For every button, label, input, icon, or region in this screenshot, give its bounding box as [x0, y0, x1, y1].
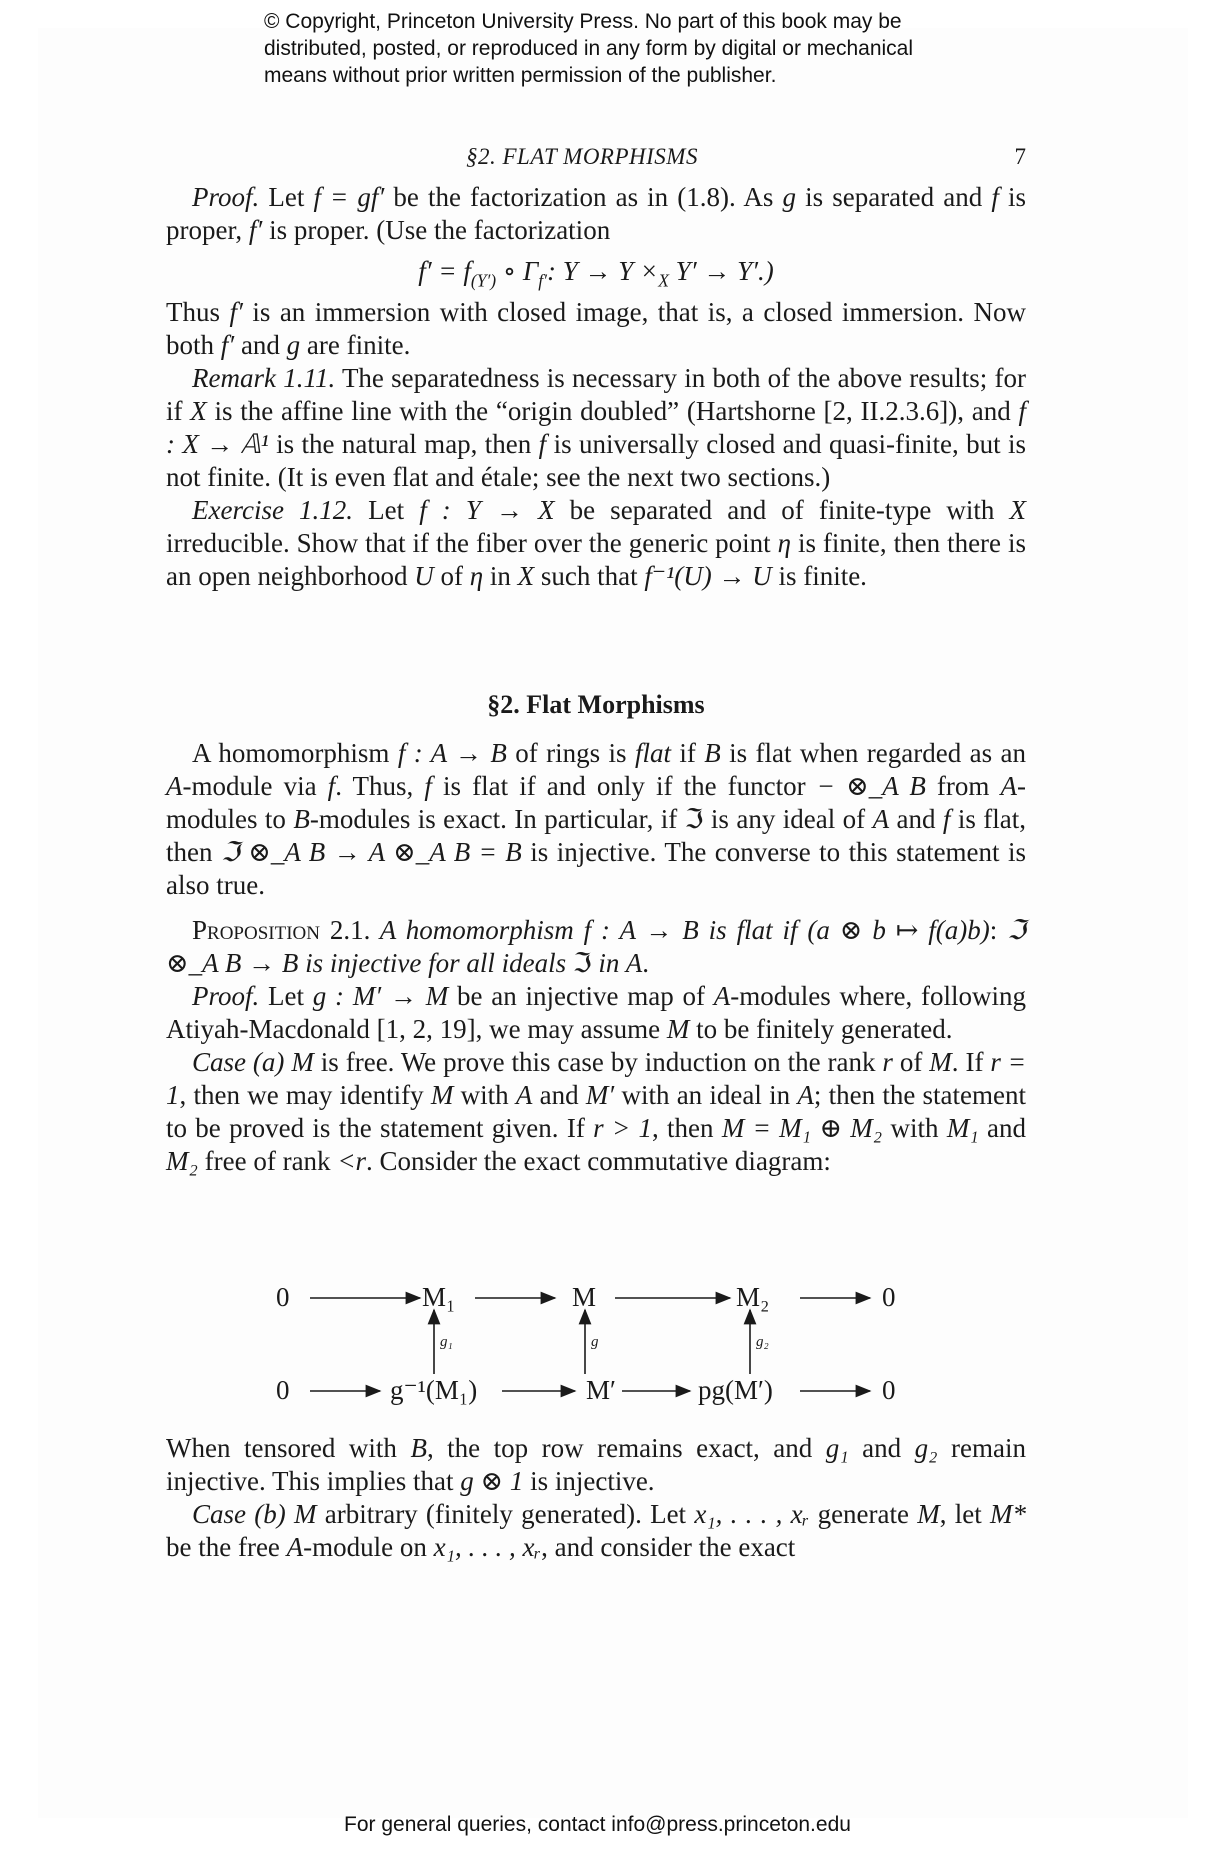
case-a-label: Case (a): [192, 1047, 285, 1077]
proof2-paragraph: Proof. Let g : M′ → M be an injective map of A-modules where, following Atiyah-Macdonald [1, 2, 19], we may assume M to be finitely generated.: [166, 981, 1027, 1044]
running-header-section: §2. FLAT MORPHISMS: [466, 144, 698, 169]
copyright-notice: [264, 8, 1024, 89]
diagram-top-zero-right: 0: [882, 1282, 896, 1312]
case-b-label: Case (b): [192, 1499, 286, 1529]
diagram-bottom-Mprime: M′: [586, 1375, 616, 1405]
proof-label: Proof.: [192, 182, 260, 212]
factorization-equation: $f' = f_{(Y')}$ ∘ $\Gamma_{f'}$: $Y \to Y \times_X$ Y′ → Y′.): [418, 256, 774, 291]
diagram-top-M1: M₁: [422, 1282, 456, 1312]
exercise-label: Exercise 1.12.: [192, 495, 354, 525]
footer-contact: For general queries, contact info@press.princeton.edu: [344, 1813, 851, 1836]
section-heading: §2. Flat Morphisms: [487, 690, 705, 719]
exercise-paragraph: Exercise 1.12. Let f : Y → X be separated and of finite-type with X irreducible. Show that if the fiber over the generic point η is finite, then there is an open neighborhood U of η in X such that f⁻¹(U) → U is finite.: [166, 495, 1026, 591]
diagram-top-M2: M₂: [736, 1282, 770, 1312]
copyright-line: © Copyright, Princeton University Press. No part of this book may be: [264, 10, 902, 33]
case-a-paragraph: Case (a) M is free. We prove this case by induction on the rank r of M. If r = 1, then we may identify M with A and M′ with an ideal in A; then the statement to be proved is the statement given. If r > 1, then M = M₁ ⊕ M₂ with M₁ and M₂ free of rank <r. Consider the exact commutative diagram:: [166, 1047, 1027, 1176]
diagram-bottom-preimage: g⁻¹(M₁): [390, 1375, 478, 1405]
diagram-bottom-zero-right: 0: [882, 1375, 896, 1405]
proof-paragraph: Proof. Let f = gf′ be the factorization as in (1.8). As g is separated and f is proper, f′ is proper. (Use the factorization $f' = f_{(Y')}$ ∘ $\Gamma_{f'}$: $Y \to Y \times_X$ Y′ → Y′.) Thus f′ is an immersion with closed image, that is, a closed immersion. Now both f′ and g are finite. Remark 1.11. The separatedness is necessary in both of the above results; for if X is the affine line with the “origin doubled” (Hartshorne [2, II.2.3.6]), and f : X → 𝔸¹ is the natural map, then f is universally closed and quasi-finite, but is not finite. (It is even flat and étale; see the next two sections.) Exercise 1.12. Let f : Y → X be separated and of finite-type with X irreducible. Show that if the fiber over the generic point η is finite, then there is an open neighborhood U of η in X such that f⁻¹(U) → U is finite.: [166, 182, 1027, 591]
diagram-top-zero-left: 0: [276, 1282, 290, 1312]
after-diagram-paragraph: When tensored with B, the top row remains exact, and g₁ and g₂ remain injective. This implies that g ⊗ 1 is injective. Case (b) M arbitrary (finitely generated). Let x₁, . . . , xᵣ generate M, let M* be the free A-module on x₁, . . . , xᵣ, and consider the exact: [166, 1433, 1027, 1562]
remark-paragraph: Remark 1.11. The separatedness is necessary in both of the above results; for if X is the affine line with the “origin doubled” (Hartshorne [2, II.2.3.6]), and f : X → 𝔸¹ is the natural map, then f is universally closed and quasi-finite, but is not finite. (It is even flat and étale; see the next two sections.): [166, 363, 1027, 492]
flat-definition-paragraph: A homomorphism f : A → B of rings is flat if B is flat when regarded as an A-module via f. Thus, f is flat if and only if the functor − ⊗_A B from A-modules to B-modules is exact. In particular, if ℑ is any ideal of A and f is flat, then ℑ ⊗_A B → A ⊗_A B = B is injective. The converse to this statement is also true.: [166, 738, 1027, 900]
case-b-paragraph: Case (b) M arbitrary (finitely generated). Let x₁, . . . , xᵣ generate M, let M* be the free A-module on x₁, . . . , xᵣ, and consider the exact: [166, 1499, 1026, 1562]
proposition-paragraph: Proposition 2.1. A homomorphism f : A → B is flat if (a ⊗ b ↦ f(a)b): ℑ ⊗_A B → B is injective for all ideals ℑ in A. Proof. Let g : M′ → M be an injective map of A-modules where, following Atiyah-Macdonald [1, 2, 19], we may assume M to be finitely generated. Case (a) M is free. We prove this case by induction on the rank r of M. If r = 1, then we may identify M with A and M′ with an ideal in A; then the statement to be proved is the statement given. If r > 1, then M = M₁ ⊕ M₂ with M₁ and M₂ free of rank <r. Consider the exact commutative diagram:: [166, 915, 1027, 1176]
commutative-diagram: [270, 1270, 930, 1430]
page-number: 7: [1014, 144, 1026, 169]
copyright-line: distributed, posted, or reproduced in any form by digital or mechanical: [264, 37, 914, 60]
running-header: [166, 140, 1026, 176]
diagram-label-g: g: [591, 1334, 599, 1350]
diagram-bottom-zero-left: 0: [276, 1375, 290, 1405]
proposition-label: Proposition 2.1.: [192, 915, 371, 945]
diagram-bottom-pgM: pg(M′): [698, 1375, 773, 1405]
diagram-label-g1: g₁: [440, 1334, 453, 1350]
copyright-line: means without prior written permission of the publisher.: [264, 64, 777, 87]
proof-label: Proof.: [192, 981, 260, 1011]
diagram-top-M: M: [572, 1282, 597, 1312]
remark-label: Remark 1.11.: [192, 363, 336, 393]
diagram-arrows: [270, 1270, 930, 1430]
diagram-label-g2: g₂: [756, 1334, 769, 1350]
